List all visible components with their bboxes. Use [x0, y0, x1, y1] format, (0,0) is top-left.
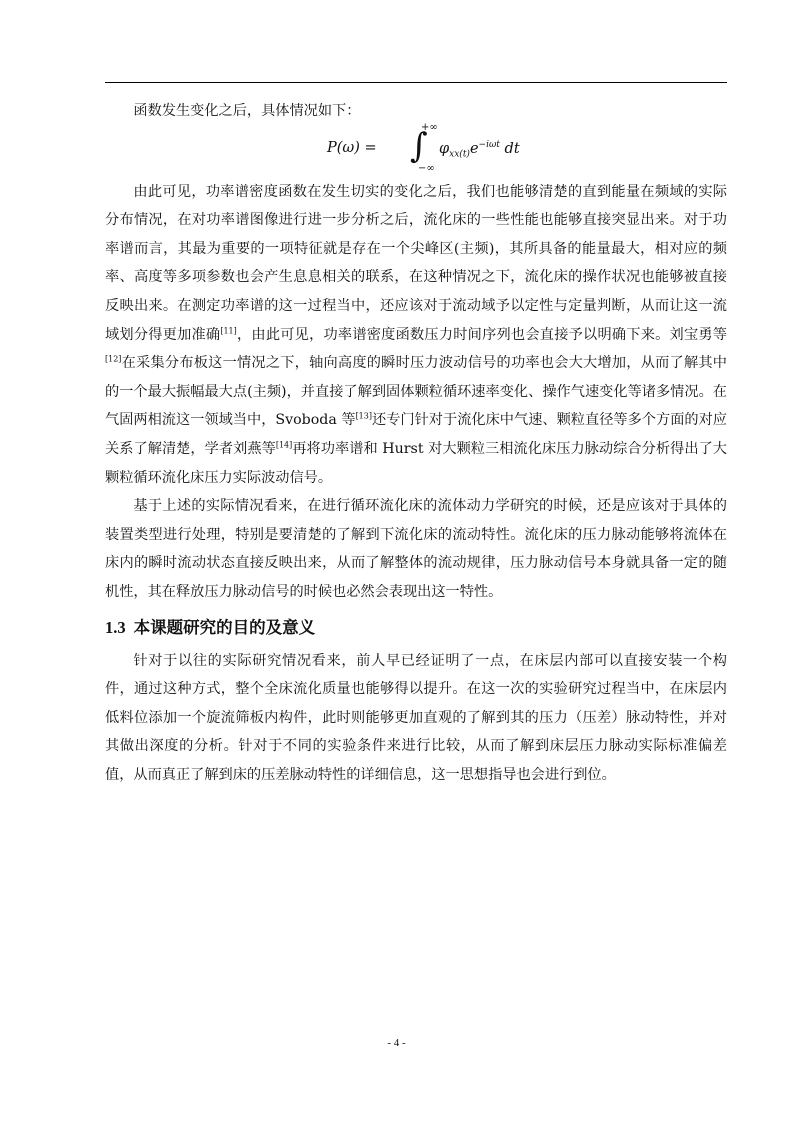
- formula-upper-limit: +∞: [421, 121, 438, 133]
- page-number: - 4 -: [387, 1037, 406, 1049]
- formula-lhs: P(ω) =: [327, 139, 377, 156]
- section-title: 本课题研究的目的及意义: [133, 617, 316, 637]
- power-spectrum-formula: [105, 121, 727, 178]
- paragraph-research-purpose: 针对于以往的实际研究情况看来，前人早已经证明了一点，在床层内部可以直接安装一个构件，通过这种方式，整个全床流化质量也能够得以提升。在这一次的实验研究过程当中，在床层内低料位添加一个旋流筛板内构件，此时则能够更加直观的了解到其的压力（压差）脉动特性，并对其做出深度的分析。针对于不同的实验条件来进行比较，从而了解到床层压力脉动实际标准偏差值，从而真正了解到床的压差脉动特性的详细信息，这一思想指导也会进行到位。: [105, 652, 727, 783]
- integral-sign: ∫: [410, 125, 428, 166]
- para1-text-b: ，由此可见，功率谱密度函数压力时间序列也会直接予以明确下来。刘宝勇等: [236, 326, 727, 343]
- formula-integrand: [439, 140, 520, 160]
- document-body: [105, 97, 727, 789]
- para1-text-c: 在采集分布板这一情况之下，轴向高度的瞬时压力波动信号的功率也会大大增加，从而了解其中的一个最大振幅最大点(主频)，并直接了解到固体颗粒循环速率变化、操作气速变化等诸多情况。在气固两相流这一领域当中，Svoboda 等: [105, 355, 727, 429]
- section-number: 1.3: [105, 617, 126, 637]
- para1-text-d: 还专门针对于流化床中气速、颗粒直径等多个方面的对应关系了解清楚，学者刘燕等: [105, 412, 727, 457]
- header-rule: [105, 82, 727, 83]
- integrand-exponent: −iωt: [478, 139, 500, 150]
- formula-lower-limit: −∞: [418, 162, 435, 174]
- citation: [14]: [275, 440, 293, 450]
- citation: [13]: [355, 411, 372, 421]
- citation: [11]: [220, 325, 237, 335]
- intro-line: 函数发生变化之后，具体情况如下：: [133, 103, 361, 119]
- integrand-base: φ: [439, 140, 450, 157]
- paragraph-fluid-dynamics: 基于上述的实际情况看来，在进行循环流化床的流体动力学研究的时候，还是应该对于具体的装置类型进行处理，特别是要清楚的了解到下流化床的流动特性。流化床的压力脉动能够将流体在床内的瞬时流动状态直接反映出来，从而了解整体的流动规律，压力脉动信号本身就具备一定的随机性，其在释放压力脉动信号的时候也必然会表现出这一特性。: [105, 498, 727, 600]
- citation: [12]: [105, 354, 122, 364]
- para1-text-e: 再将功率谱和 Hurst 对大颗粒三相流化床压力脉动综合分析得出了大颗粒循环流化床压力实际波动信号。: [105, 440, 727, 486]
- section-heading: [105, 615, 727, 641]
- integrand-exp-base: e: [469, 140, 479, 157]
- integrand-subscript: xx(t): [449, 149, 470, 160]
- integrand-differential: dt: [499, 140, 520, 157]
- para1-text-a: 由此可见，功率谱密度函数在发生切实的变化之后，我们也能够清楚的直到能量在频域的实际分布情况，在对功率谱图像进行进一步分析之后，流化床的一些性能也能够直接突显出来。对于功率谱而言，其最为重要的一项特征就是存在一个尖峰区(主频)，其所具备的能量最大，相对应的频率、高度等多项参数也会产生息息相关的联系，在这种情况之下，流化床的操作状况也能够被直接反映出来。在测定功率谱的这一过程当中，还应该对于流动域予以定性与定量判断，从而让这一流域划分得更加准确: [105, 183, 727, 343]
- paragraph-power-spectrum: [105, 178, 727, 493]
